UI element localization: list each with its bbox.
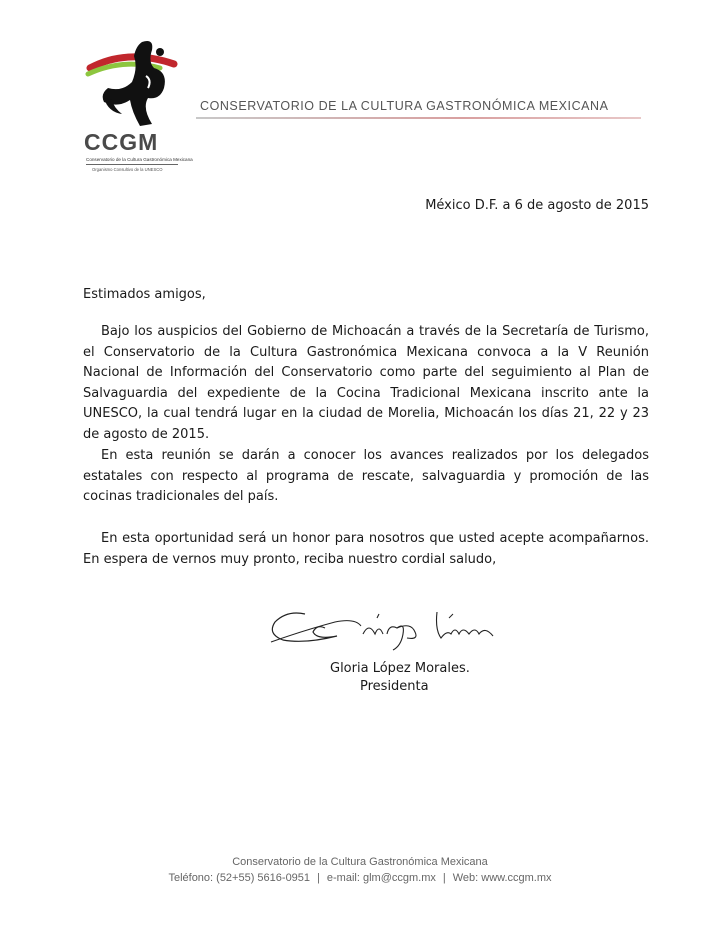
paragraph-1-text: Bajo los auspicios del Gobierno de Michoacán a través de la Secretaría de Turismo, el Conservatorio de la Cultura Gastronómica Mexicana convoca a la V Reunión Nacional de Información del Conservatorio como parte del seguimiento al Plan de Salvaguardia del expediente de la Cocina Tradicional Mexicana inscrito ante la UNESCO, la cual tendrá lugar en la ciudad de Morelia, Michoacán los días 21, 22 y 23 de agosto de 2015. <box>83 324 649 442</box>
salutation: Estimados amigos, <box>83 287 206 302</box>
footer-email[interactable]: e-mail: glm@ccgm.mx <box>326 872 436 884</box>
logo-divider <box>86 164 178 165</box>
handwritten-signature <box>265 600 535 660</box>
signer-title: Presidenta <box>360 679 429 694</box>
logo-subtitle-secondary: Organismo Consultivo de la UNESCO <box>92 167 163 172</box>
footer-separator: | <box>317 872 320 884</box>
logo-text: CCGM <box>84 129 159 155</box>
signer-name: Gloria López Morales. <box>330 661 470 676</box>
footer-separator: | <box>442 872 446 884</box>
ccgm-logo <box>82 38 192 138</box>
footer-contact <box>0 872 720 884</box>
letter-date: México D.F. a 6 de agosto de 2015 <box>425 198 649 213</box>
paragraph-2-text: En esta reunión se darán a conocer los avances realizados por los delegados estatales con respecto al programa de rescate, salvaguardia y promoción de las cocinas tradicionales del país. <box>83 448 649 504</box>
footer-phone: Teléfono: (52+55) 5616-0951 <box>168 872 311 884</box>
footer-organization: Conservatorio de la Cultura Gastronómica Mexicana <box>232 856 488 868</box>
signer-block <box>330 660 480 696</box>
letterhead-rule <box>196 117 641 119</box>
organization-name: CONSERVATORIO DE LA CULTURA GASTRONÓMICA MEXICANA <box>200 99 609 113</box>
logo-subtitle: Conservatorio de la Cultura Gastronómica Mexicana <box>86 157 193 162</box>
footer-web[interactable]: Web: www.ccgm.mx <box>452 872 552 884</box>
paragraph-3 <box>83 529 649 570</box>
paragraph-2 <box>83 446 649 508</box>
paragraph-1 <box>83 322 649 445</box>
paragraph-3-text: En esta oportunidad será un honor para nosotros que usted acepte acompañarnos. En espera de vernos muy pronto, reciba nuestro cordial saludo, <box>83 531 649 567</box>
